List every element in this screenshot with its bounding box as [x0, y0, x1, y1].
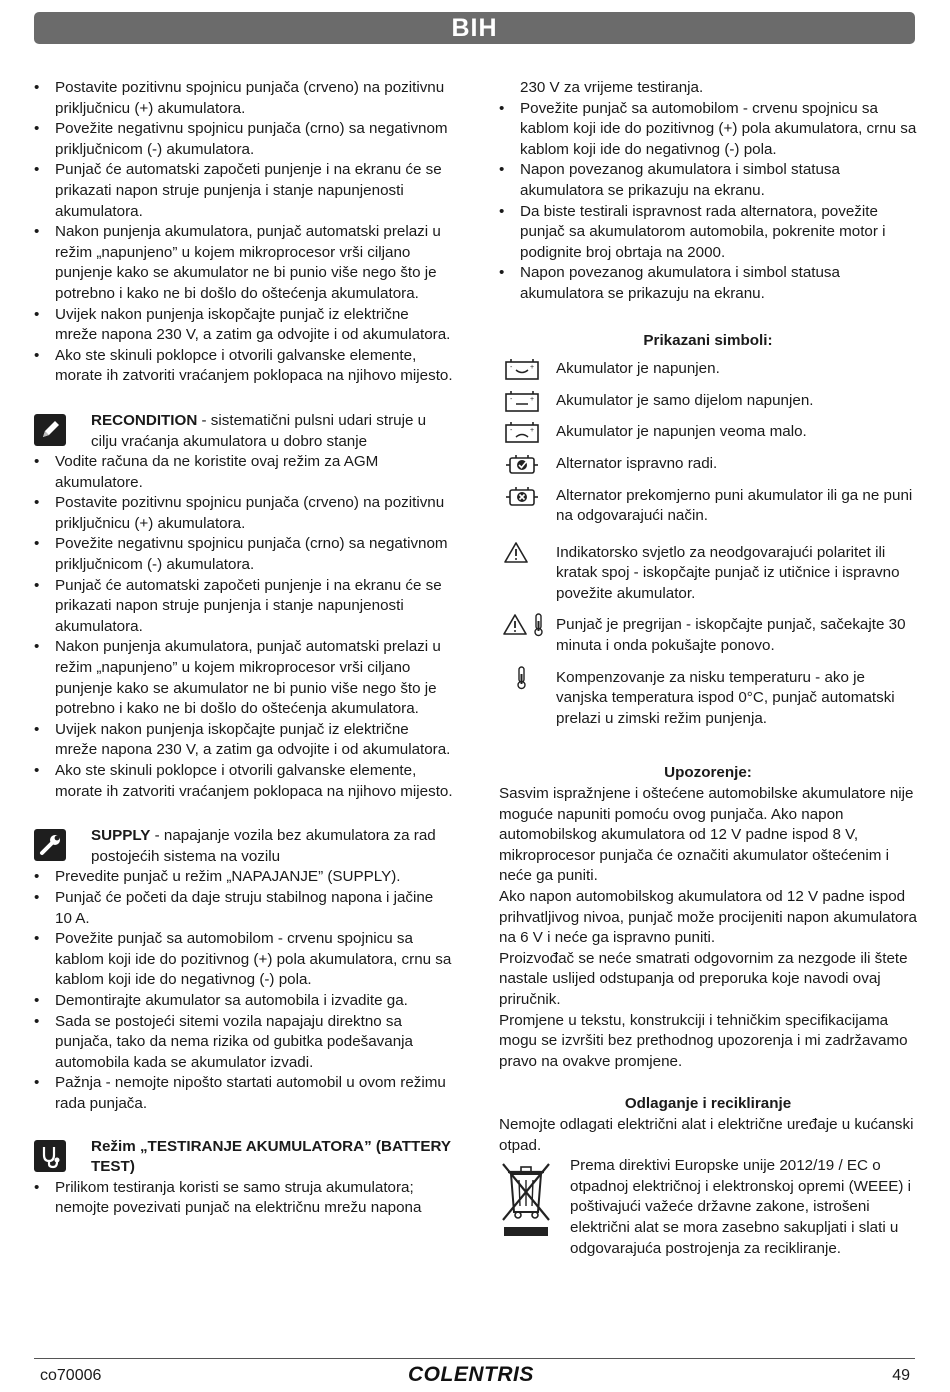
disposal-text: Prema direktivi Europske unije 2012/19 / EC o otpadnoj električnoj i elektronskoj opremi (WEEE) i poštivajući važeće državne zakone, istrošeni električni alat se mora zasebno sakupljati i slati u odgovarajuća postrojenja za recikliranje. — [570, 1157, 912, 1257]
stethoscope-icon — [34, 1140, 66, 1172]
list-item: • Uvijek nakon punjenja iskopčajte punjač iz električne mreže napona 230 V, a zatim ga odvojite i od akumulatora. — [34, 720, 454, 761]
list-item: • Demontirajte akumulator sa automobila i izvadite ga. — [34, 991, 454, 1012]
warning-paragraph: Promjene u tekstu, konstrukciji i tehničkim specifikacijama mogu se izvršiti bez prethodnog upozorenja i mi zadržavamo pravo na ovakve promjene. — [499, 1011, 908, 1070]
svg-text:+: + — [530, 364, 535, 372]
bullet-list-battery-test — [34, 1178, 454, 1219]
thermometer-icon — [503, 666, 549, 690]
warning-thermometer-icon — [503, 613, 549, 637]
list-item: • Sada se postojeći sitemi vozila napajaju direktno sa punjača, tako da nema rizika od gubitka podešavanja automobila kada se akumulator izvadi. — [34, 1012, 454, 1074]
pen-icon — [34, 414, 66, 446]
disposal-intro: Nemojte odlagati električni alat i električne uređaje u kućanski otpad. — [499, 1115, 914, 1154]
symbols-title: Prikazani simboli: — [643, 331, 773, 349]
list-item: • Ako ste skinuli poklopce i otvorili galvanske elemente, morate ih zatvoriti vraćanjem poklopaca na njihovo mijesto. — [34, 761, 454, 802]
list-item: • Punjač će automatski započeti punjenje i na ekranu će se prikazati napon struje punjenja i stanje napunjenosti akumulatora. — [34, 160, 454, 222]
list-item: • Vodite računa da ne koristite ovaj režim za AGM akumulatore. — [34, 452, 454, 493]
mode-description: - napajanje vozila bez akumulatora za rad postojećih sistema na vozilu — [91, 827, 436, 865]
list-item: • Nakon punjenja akumulatora, punjač automatski prelazi u režim „napunjeno” u kojem mikroprocesor vrši ciljano punjenje kako se akumulator ne bi punio više nego što je potrebno i kako ne bi došlo do oštećenja akumulatora. — [34, 637, 454, 719]
supply-mode-heading — [34, 826, 454, 867]
symbol-text: Kompenzovanje za nisku temperaturu - ako je vanjska temperatura ispod 0°C, punjač automatski prelazi u zimski režim punjenja. — [556, 668, 895, 727]
bullet-list-charging — [34, 78, 454, 387]
list-item: • Nakon punjenja akumulatora, punjač automatski prelazi u režim „napunjeno” u kojem mikroprocesor vrši ciljano punjenje kako se akumulator ne bi punio više nego što je potrebno i kako ne bi došlo do oštećenja akumulatora. — [34, 222, 454, 304]
bullet-list-battery-test-continued — [499, 99, 917, 305]
symbol-row — [499, 359, 917, 380]
warning-paragraph: Sasvim ispražnjene i oštećene automobilske akumulatore nije moguće napuniti pomoću ovog punjača. Ako napon automobilskog akumulatora od 12 V padne ispod 8 V, mikroprocesor punjača će označiti akumulator oštećenim i neće ga puniti. — [499, 785, 914, 885]
list-item: • Prevedite punjač u režim „NAPAJANJE” (SUPPLY). — [34, 867, 454, 888]
list-item: • Napon povezanog akumulatora i simbol statusa akumulatora se prikazuju na ekranu. — [499, 160, 917, 201]
list-item: • Uvijek nakon punjenja iskopčajte punjač iz električne mreže napona 230 V, a zatim ga odvojite i od akumulatora. — [34, 305, 454, 346]
mode-description: - sistematični pulsni udari struje u cilju vraćanja akumulatora u dobro stanje — [91, 411, 427, 450]
continued-text: 230 V za vrijeme testiranja. — [520, 79, 704, 96]
svg-text:+: + — [530, 395, 535, 403]
product-code: co70006 — [40, 1367, 102, 1384]
list-item: • Postavite pozitivnu spojnicu punjača (crveno) na pozitivnu priključnicu (+) akumulatora. — [34, 493, 454, 534]
symbol-row — [499, 615, 917, 656]
battery-low-icon — [503, 420, 549, 444]
svg-text:-: - — [510, 395, 513, 403]
disposal-title: Odlaganje i recikliranje — [624, 1095, 792, 1113]
bullet-list-supply — [34, 867, 454, 1114]
battery-full-icon — [503, 357, 549, 381]
crossed-bin-icon — [499, 1160, 553, 1238]
wrench-icon — [34, 829, 66, 861]
mode-title: RECONDITION — [91, 411, 198, 429]
list-item: • Pažnja - nemojte nipošto startati automobil u ovom režimu rada punjača. — [34, 1073, 454, 1114]
warning-paragraph: Ako napon automobilskog akumulatora od 12 V padne ispod prihvatljivog nivoa, punjač može procijeniti napon akumulatora na 6 V i neće ga ispravno puniti. — [499, 888, 917, 947]
symbol-text: Akumulator je napunjen. — [556, 360, 720, 378]
warning-icon — [503, 541, 549, 565]
symbol-text: Alternator prekomjerno puni akumulator ili ga ne puni na odgovarajući način. — [556, 486, 913, 525]
list-item: • Da biste testirali ispravnost rada alternatora, povežite punjač sa akumulatorom automobila, pokrenite motor i podignite broj obrtaja na 2000. — [499, 202, 917, 264]
symbol-row — [499, 422, 917, 443]
list-item: • Punjač će automatski započeti punjenje i na ekranu će se prikazati napon struje punjenja i stanje napunjenosti akumulatora. — [34, 576, 454, 638]
recondition-mode-heading — [34, 411, 454, 452]
alternator-ok-icon — [503, 452, 549, 476]
list-item: • Povežite punjač sa automobilom - crvenu spojnicu sa kablom koji ide do pozitivnog (+) pola akumulatora, crnu sa kablom koji ide do negativnog (-) pola. — [34, 929, 454, 991]
symbol-row — [499, 668, 917, 730]
symbol-text: Punjač je pregrijan - iskopčajte punjač, sačekajte 30 minuta i onda pokušajte ponovo. — [556, 616, 906, 655]
symbol-row — [499, 543, 917, 605]
disposal-block — [499, 1156, 917, 1259]
symbol-row — [499, 486, 917, 527]
battery-partial-icon — [503, 389, 549, 413]
mode-title: Režim „TESTIRANJE AKUMULATORA” (BATTERY TEST) — [91, 1137, 451, 1176]
list-item: • Postavite pozitivnu spojnicu punjača (crveno) na pozitivnu priključnicu (+) akumulatora. — [34, 78, 454, 119]
footer-divider — [34, 1358, 915, 1359]
list-item: • Punjač će početi da daje struju stabilnog napona i jačine 10 A. — [34, 888, 454, 929]
symbol-row — [499, 391, 917, 412]
symbol-text: Akumulator je samo dijelom napunjen. — [556, 391, 814, 409]
right-column — [499, 78, 917, 1259]
list-item: • Ako ste skinuli poklopce i otvorili galvanske elemente, morate ih zatvoriti vraćanjem poklopaca na njihovo mijesto. — [34, 346, 454, 387]
list-item: • Prilikom testiranja koristi se samo struja akumulatora; nemojte povezivati punjač na električnu mrežu napona — [34, 1178, 454, 1219]
svg-text:-: - — [510, 427, 513, 435]
symbol-text: Akumulator je napunjen veoma malo. — [556, 423, 807, 441]
symbol-text: Indikatorsko svjetlo za neodgovarajući polaritet ili kratak spoj - iskopčajte punjač iz utičnice i ispravno povežite akumulator. — [556, 543, 900, 602]
symbol-row — [499, 454, 917, 475]
list-item: • Povežite negativnu spojnicu punjača (crno) sa negativnom priključnicom (-) akumulatora. — [34, 119, 454, 160]
warning-title: Upozorenje: — [664, 764, 752, 782]
page-number: 49 — [892, 1367, 910, 1384]
list-item: • Povežite negativnu spojnicu punjača (crno) sa negativnom priključnicom (-) akumulatora. — [34, 534, 454, 575]
warning-paragraph: Proizvođač se neće smatrati odgovornim za nezgode ili štete nastale uslijed odstupanja od preporuka koje navodi ovaj priručnik. — [499, 949, 908, 1008]
mode-title: SUPPLY — [91, 827, 151, 845]
svg-text:-: - — [510, 364, 513, 372]
list-item: • Napon povezanog akumulatora i simbol statusa akumulatora se prikazuju na ekranu. — [499, 263, 917, 304]
alternator-fault-icon — [503, 484, 549, 508]
bullet-list-recondition — [34, 452, 454, 802]
list-item: • Povežite punjač sa automobilom - crvenu spojnicu sa kablom koji ide do pozitivnog (+) pola akumulatora, crnu sa kablom koji ide do negativnog (-) pola. — [499, 99, 917, 161]
symbol-text: Alternator ispravno radi. — [556, 454, 718, 472]
svg-text:+: + — [530, 427, 535, 435]
left-column — [34, 78, 454, 1219]
language-code: BIH — [451, 14, 498, 42]
page-header — [34, 12, 915, 44]
battery-test-mode-heading — [34, 1137, 454, 1178]
brand-logo: COLENTRIS — [408, 1363, 534, 1386]
